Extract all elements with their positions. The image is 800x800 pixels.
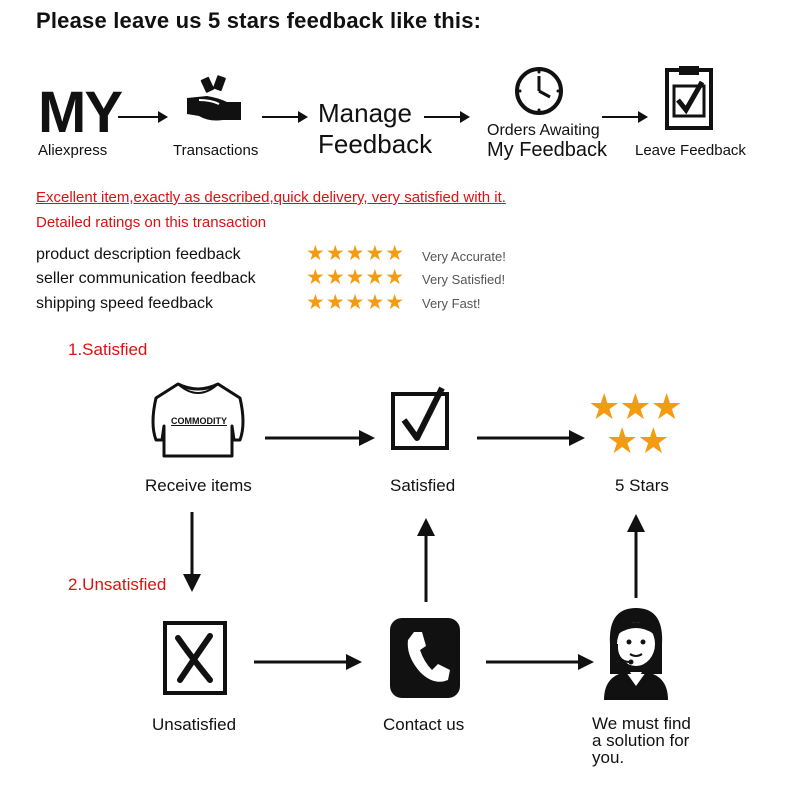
arrow-icon	[486, 654, 594, 670]
manage-label: Manage	[318, 98, 412, 128]
my-logo-text: MY	[38, 80, 121, 145]
arrow-up-icon	[417, 518, 435, 602]
arrow-up-icon	[627, 514, 645, 598]
aliexpress-label: Aliexpress	[38, 142, 108, 159]
arrow-icon	[424, 110, 470, 124]
support-agent-icon	[602, 604, 670, 700]
five-star-rating: ★★★★★	[306, 242, 406, 265]
rating-label: seller communication feedback	[36, 270, 256, 287]
leave-feedback-label: Leave Feedback	[635, 142, 746, 159]
arrow-icon	[262, 110, 308, 124]
arrow-icon	[602, 110, 648, 124]
arrow-icon	[254, 654, 362, 670]
clock-icon	[514, 66, 564, 116]
my-feedback-label: My Feedback	[487, 139, 608, 161]
stars-icon: ★★	[606, 420, 669, 461]
commodity-label: COMMODITY	[171, 416, 227, 426]
rating-label: shipping speed feedback	[36, 295, 214, 312]
transactions-label: Transactions	[173, 142, 259, 159]
x-box-icon	[162, 620, 228, 696]
satisfied-label: Satisfied	[390, 476, 456, 495]
five-star-rating: ★★★★★	[306, 266, 406, 289]
example-comment: Excellent item,exactly as described,quick delivery, very satisfied with it.	[36, 189, 506, 206]
rating-note: Very Fast!	[422, 296, 481, 311]
arrow-down-icon	[183, 512, 201, 592]
checkbox-checked-icon	[390, 384, 460, 454]
feedback-label: Feedback	[318, 129, 433, 159]
receive-items-label: Receive items	[145, 476, 252, 495]
clipboard-check-icon	[664, 64, 714, 132]
arrow-icon	[477, 430, 585, 446]
money-hand-icon	[185, 76, 243, 124]
contact-us-label: Contact us	[383, 715, 465, 734]
detailed-ratings-heading: Detailed ratings on this transaction	[36, 214, 267, 231]
unsatisfied-label: Unsatisfied	[152, 715, 237, 734]
five-stars-label: 5 Stars	[615, 476, 669, 495]
orders-awaiting-label: Orders Awaiting	[487, 122, 600, 139]
arrow-icon	[265, 430, 375, 446]
satisfied-heading: 1.Satisfied	[68, 340, 148, 359]
unsatisfied-heading: 2.Unsatisfied	[68, 575, 167, 594]
solution-label-line1: We must find	[592, 714, 691, 733]
phone-icon	[390, 618, 460, 698]
solution-label-line2: a solution for	[592, 731, 690, 750]
solution-label-line3: you.	[592, 748, 625, 767]
five-star-rating: ★★★★★	[306, 291, 406, 314]
rating-label: product description feedback	[36, 246, 241, 263]
stars-icon: ★★★	[588, 386, 682, 427]
rating-note: Very Satisfied!	[422, 272, 506, 287]
page-title: Please leave us 5 stars feedback like this:	[36, 8, 482, 33]
rating-note: Very Accurate!	[422, 249, 506, 264]
arrow-icon	[118, 110, 168, 124]
